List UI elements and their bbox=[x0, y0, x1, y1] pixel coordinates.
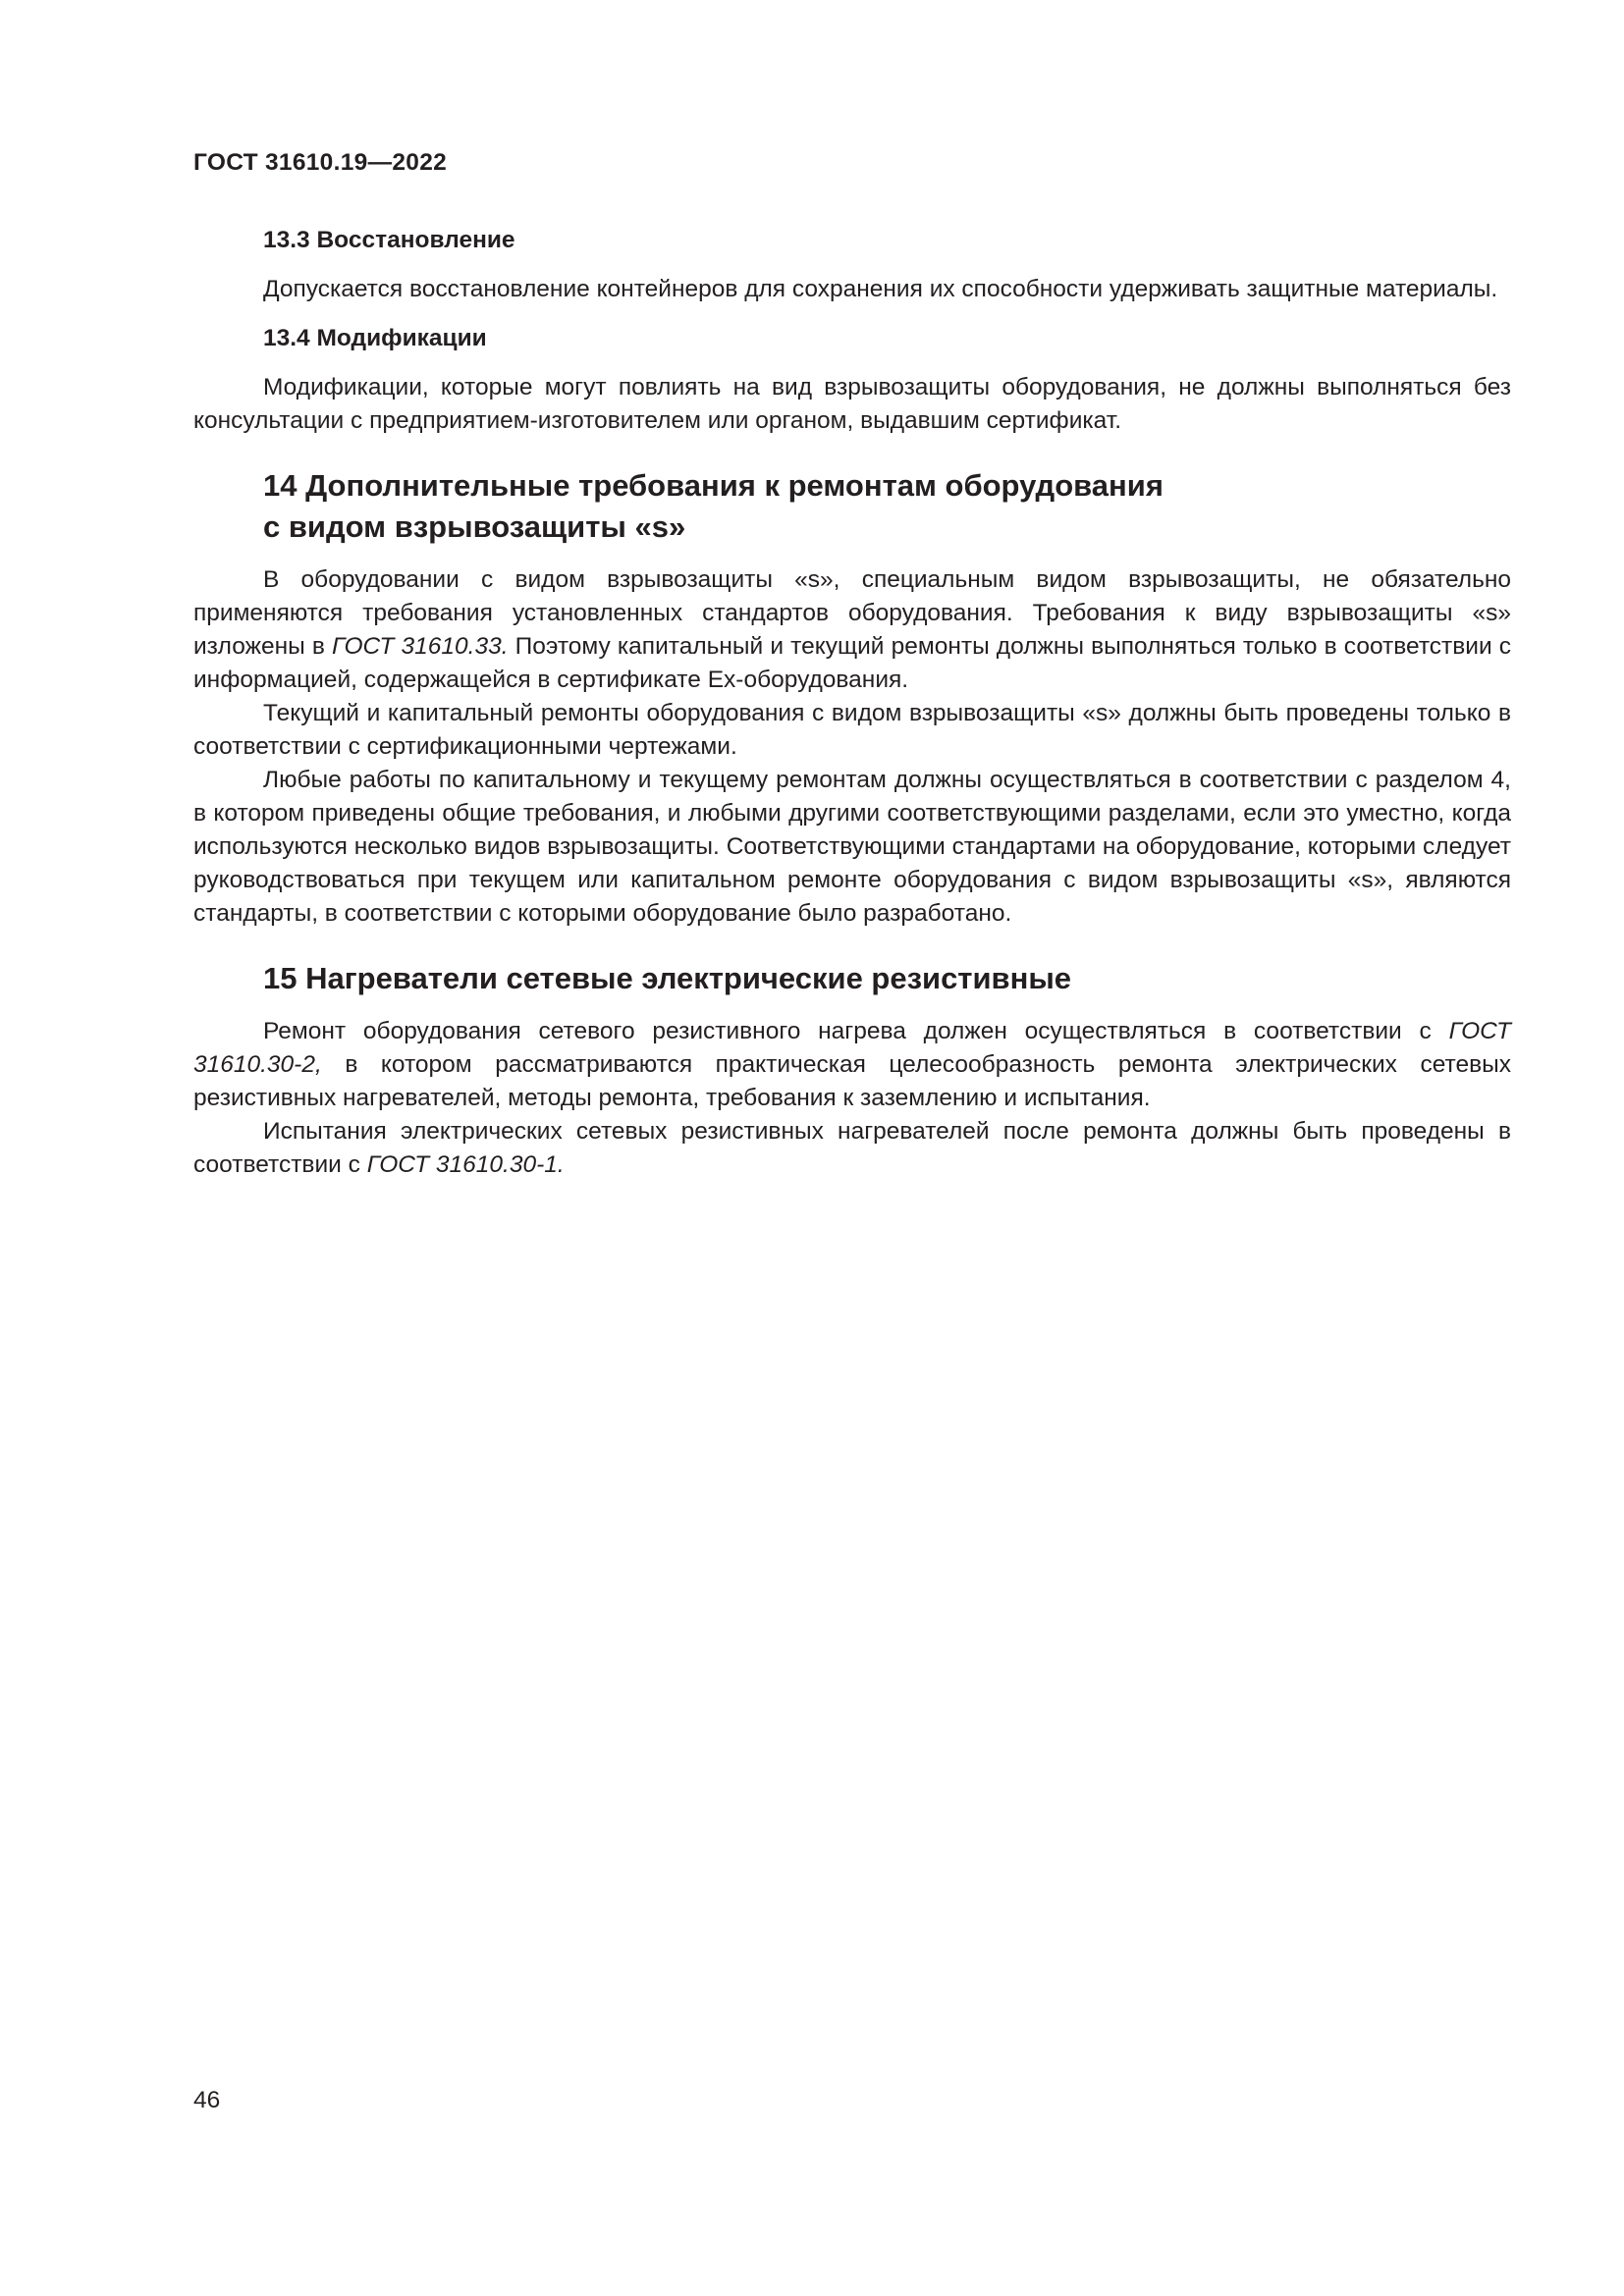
section-15-paragraph-2 bbox=[193, 1115, 1511, 1182]
section-15-p1-text-a: Ремонт оборудования сетевого резистивного нагрева должен осуществляться в соответствии с bbox=[263, 1018, 1449, 1044]
subsection-13-3-title: 13.3 Восстановление bbox=[263, 227, 515, 253]
document-code-header: ГОСТ 31610.19—2022 bbox=[193, 149, 448, 176]
section-14-p1-text-b: Поэтому капитальный и текущий ремонты должны выполняться только в соответствии с информацией, содержащейся в сертификате Ex-оборудования. bbox=[193, 633, 1511, 693]
page-number: 46 bbox=[193, 2087, 221, 2113]
section-14-paragraph-3: Любые работы по капитальному и текущему ремонтам должны осуществляться в соответствии с разделом 4, в котором приведены общие требования, и любыми другими соответствующими разделами, если это уместно, когда используются несколько видов взрывозащиты. Соответствующими стандартами на оборудование, которыми следует руководствоваться при текущем или капитальном ремонте оборудования с видом взрывозащиты «s», являются стандарты, в соответствии с которыми оборудование было разработано. bbox=[193, 767, 1511, 927]
subsection-13-3-text: Допускается восстановление контейнеров для сохранения их способности удерживать защитные материалы. bbox=[263, 276, 1498, 302]
subsection-13-4-text: Модификации, которые могут повлиять на вид взрывозащиты оборудования, не должны выполняться без консультации с предприятием-изготовителем или органом, выдавшим сертификат. bbox=[193, 374, 1511, 434]
gost-31610-30-2-reference: ГОСТ 31610.30-2, bbox=[193, 1018, 1511, 1078]
section-15-p2-text-a: Испытания электрических сетевых резистивных нагревателей после ремонта должны быть проведены в соответствии с bbox=[193, 1118, 1511, 1178]
gost-31610-33-reference: ГОСТ 31610.33. bbox=[331, 633, 509, 660]
subsection-13-4-title: 13.4 Модификации bbox=[263, 325, 487, 351]
section-14-paragraph-2: Текущий и капитальный ремонты оборудования с видом взрывозащиты «s» должны быть проведены только в соответствии с сертификационными чертежами. bbox=[193, 700, 1511, 760]
document-body bbox=[193, 224, 1511, 1182]
section-15-title: 15 Нагреватели сетевые электрические резистивные bbox=[263, 961, 1072, 995]
section-14-p1-text-a: В оборудовании с видом взрывозащиты «s», специальным видом взрывозащиты, не обязательно применяются требования установленных стандартов оборудования. Требования к виду взрывозащиты «s» изложены в bbox=[193, 566, 1511, 660]
section-14-title-line2: с видом взрывозащиты «s» bbox=[263, 509, 686, 544]
section-14-title bbox=[193, 465, 1511, 548]
section-15-p1-text-b: в котором рассматриваются практическая целесообразность ремонта электрических сетевых резистивных нагревателей, методы ремонта, требования к заземлению и испытания. bbox=[193, 1051, 1511, 1111]
section-14-paragraph-1 bbox=[193, 563, 1511, 697]
gost-31610-30-1-reference: ГОСТ 31610.30-1. bbox=[366, 1151, 565, 1178]
section-14-title-line1: 14 Дополнительные требования к ремонтам оборудования bbox=[263, 468, 1164, 503]
section-15-paragraph-1 bbox=[193, 1015, 1511, 1115]
